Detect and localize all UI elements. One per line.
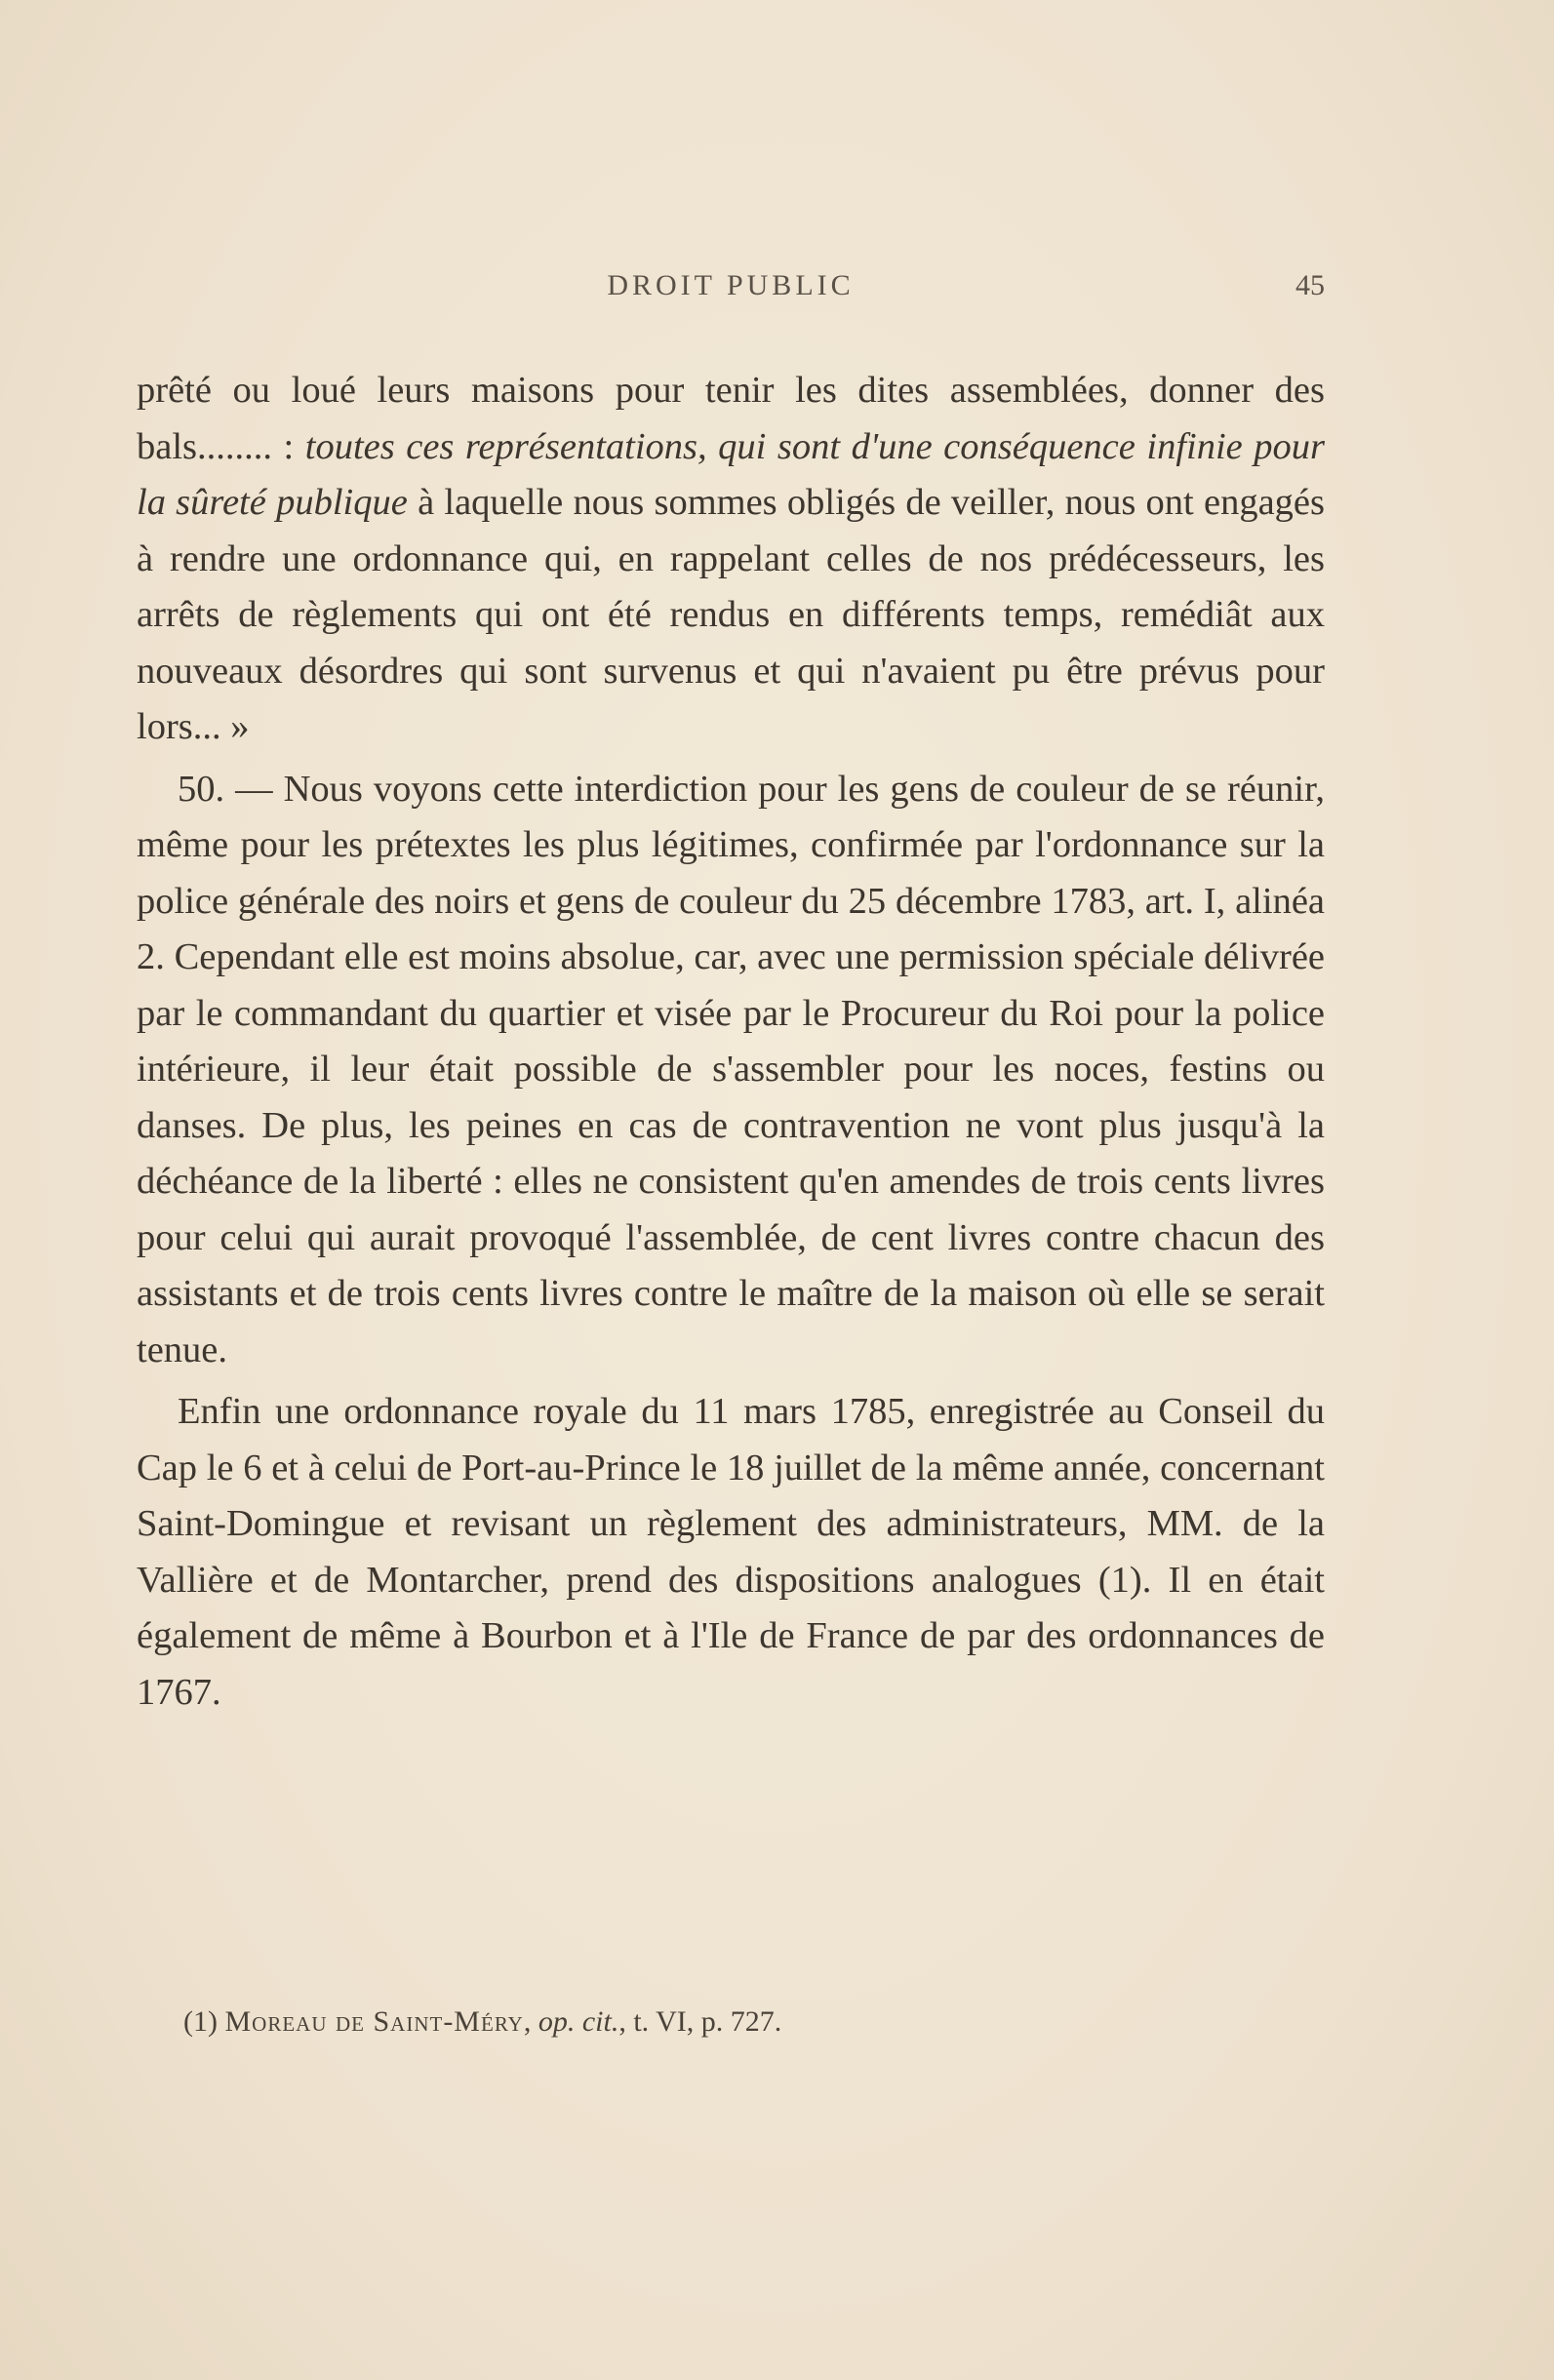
footnote-marker: (1) [183, 2005, 225, 2038]
footnote [183, 2005, 1256, 2039]
paragraph-50: 50. — Nous voyons cette interdiction pour les gens de couleur de se réunir, même pour les prétextes les plus légitimes, confirmée par l'ordonnance sur la police générale des noirs et gens de couleur du 25 décembre 1783, art. I, alinéa 2. Cependant elle est moins absolue, car, avec une permission spéciale délivrée par le commandant du quartier et visée par le Procureur du Roi pour la police intérieure, il leur était possible de s'assembler pour les noces, festins ou danses. De plus, les peines en cas de contravention ne vont plus jusqu'à la déchéance de la liberté : elles ne consistent qu'en amendes de trois cents livres pour celui qui aurait provoqué l'assemblée, de cent livres contre chacun des assistants et de trois cents livres contre le maître de la maison où elle se serait tenue. [137, 768, 1325, 1370]
paragraph-ordonnance-1785: Enfin une ordonnance royale du 11 mars 1785, enregistrée au Conseil du Cap le 6 et à celui de Port-au-Prince le 18 juillet de la même année, concernant Saint-Domingue et revisant un règlement des administrateurs, MM. de la Vallière et de Montarcher, prend des dispositions analogues (1). Il en était également de même à Bourbon et à l'Ile de France de par des ordonnances de 1767. [137, 1391, 1325, 1713]
quotation-text-start: prêté ou loué leurs maisons pour tenir les dites assemblées, donner des bals........ : [137, 370, 1325, 467]
running-title: DROIT PUBLIC [607, 269, 855, 301]
quotation-text-end: à laquelle nous sommes obligés de veiller, nous ont engagés à rendre une ordonnance qui, en rappelant celles de nos prédécesseurs, les arrêts de règlements qui ont été rendus en différents temps, remédiât aux nouveaux désordres qui sont survenus et qui n'avaient pu être prévus pour lors... » [137, 482, 1325, 747]
page-number: 45 [1295, 269, 1325, 301]
paragraph-quotation-continued [137, 363, 1325, 756]
footnote-separator: , [523, 2005, 538, 2038]
footnote-work: op. cit. [538, 2005, 619, 2038]
footnote-author: Moreau de Saint-Méry [224, 2005, 524, 2038]
quotation-italic-text: toutes ces représentations, qui sont d'une conséquence infinie pour la sûreté publique [137, 425, 1325, 523]
running-head [137, 269, 1325, 308]
footnote-reference: , t. VI, p. 727. [618, 2005, 782, 2038]
body-text [137, 363, 1325, 1721]
